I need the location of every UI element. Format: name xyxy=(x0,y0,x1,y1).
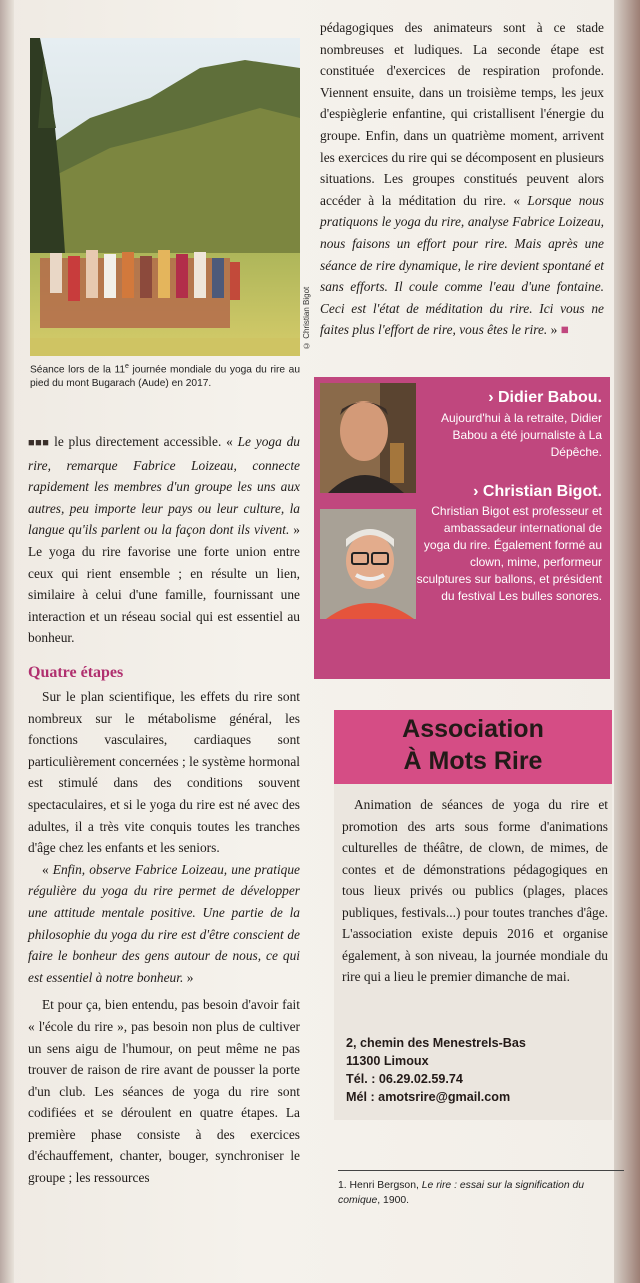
photo-credit: © Christian Bigot xyxy=(302,286,311,350)
association-title-box xyxy=(334,710,612,784)
left-column-article-top xyxy=(28,431,300,649)
footnote xyxy=(338,1178,620,1208)
didier-portrait xyxy=(320,383,416,493)
article-text: le plus directement accessible. « xyxy=(49,434,238,449)
association-title-line2: À Mots Rire xyxy=(403,747,543,775)
christian-portrait xyxy=(320,509,416,619)
didier-bio: Aujourd'hui à la retraite, Didier Babou a été journaliste à La Dépêche. xyxy=(440,411,602,459)
caption-text-rest: journée mondiale du yoga du rire au pied du mont Bugarach (Aude) en 2017. xyxy=(30,364,300,390)
quote-text: Enfin, observe Fabrice Loizeau, une pratique régulière du yoga du rire permet de développer une attitude mentale positive. Une partie de la philosophie du yoga du rire est d'être conscient de faire le bonheur des gens autour de nous, ce qui est essentiel à notre bonheur. xyxy=(28,861,300,985)
group-photo xyxy=(30,38,300,356)
christian-bio: Christian Bigot est professeur et ambassadeur international de yoga du rire. Également formé au clown, mime, performeur sculptures sur ballons, et président du festival Les bulles sonores. xyxy=(416,504,602,603)
right-column-article xyxy=(320,17,604,341)
association-description: Animation de séances de yoga du rire et promotion des arts sous forme d'animations culturelles de théâtre, de clown, de mimes, de contes et de démonstrations pédagogiques en tous lieux privés ou publics (plages, places publiques, festivals...) pour toutes tranches d'âge. L'association existe depuis 2016 et organise également, à son niveau, la journée mondiale du rire qui a lieu le premier dimanche de mai. xyxy=(342,797,608,984)
email: Mél : amotsrire@gmail.com xyxy=(346,1090,511,1104)
article-text-end: » Le yoga du rire favorise une forte union entre ceux qui rient ensemble ; en résulte un lien, similaire à celui d'une famille, fournissant une interaction et un réseau social qui est essentiel au bonheur. xyxy=(28,522,300,646)
quote-close: » xyxy=(183,969,194,985)
paragraph-quote xyxy=(28,859,300,989)
phone: Tél. : 06.29.02.59.74 xyxy=(346,1072,463,1086)
footnote-title: Le rire : essai sur la signification du comique xyxy=(338,1180,585,1206)
photo-caption xyxy=(30,360,300,391)
end-mark: ■ xyxy=(560,322,569,338)
page-edge-right xyxy=(614,0,640,1283)
caption-text: Séance lors de la 11 xyxy=(30,364,126,376)
quote-open: « xyxy=(42,861,53,877)
quote-text: Le yoga du rire, remarque Fabrice Loizeau, connecte rapidement les membres d'un groupe les uns aux autres, peu importe leur pays ou leur culture, la langue qu'ils parlent ou la façon dont ils vivent. xyxy=(28,434,301,538)
association-box xyxy=(334,710,612,1120)
address-street: 2, chemin des Menestrels-Bas xyxy=(346,1036,526,1050)
footnote-rule xyxy=(338,1170,624,1171)
article-text: pédagogiques des animateurs sont à ce stade nombreuses et ludiques. La seconde étape est constituée d'exercices de respiration profonde. Viennent ensuite, dans un troisième temps, les jeux d'espièglerie enfantine, qui cristallisent l'énergie du groupe. Enfin, dans un quatrième moment, arrivent les exercices du rire qui se décomposent en plusieurs situations. Les groupes constitués peuvent alors accéder à la méditation du rire. « xyxy=(320,20,604,208)
quote-close: » xyxy=(547,322,558,338)
address-city: 11300 Limoux xyxy=(346,1054,429,1068)
section-heading: Quatre étapes xyxy=(28,664,124,681)
caption-superscript: e xyxy=(125,363,129,370)
paragraph-etapes: Et pour ça, bien entendu, pas besoin d'avoir fait « l'école du rire », pas besoin non plus de cultiver un sens aigu de l'humour, on peut même ne pas trouver de raison de rire avant de pousser la porte d'un club. Les séances de yoga du rire sont codifiées et se déroulent en quatre étapes. La première phase consiste à des exercices d'échauffement, chanter, bouger, synchroniser le groupe ; les ressources xyxy=(28,997,300,1186)
footnote-year: , 1900. xyxy=(377,1195,410,1206)
christian-name: › Christian Bigot. xyxy=(473,483,602,500)
left-column-article-bottom xyxy=(28,686,300,1189)
continuation-bullets: ■■■ xyxy=(28,437,50,449)
association-title-line1: Association xyxy=(402,715,544,743)
quote-text: Lorsque nous pratiquons le yoga du rire, analyse Fabrice Loizeau, nous faisons un effort pour rire. Mais après une séance de rire dynamique, le rire devient spontané et sans efforts. Il coule comme l'eau d'une fontaine. Ceci est l'état de méditation du rire. Ici vous ne faites plus l'effort de rire, vous êtes le rire. xyxy=(320,192,604,338)
authors-bio-box xyxy=(314,377,610,679)
page-edge-left xyxy=(0,0,14,1283)
didier-name: › Didier Babou. xyxy=(488,389,602,406)
footnote-text: 1. Henri Bergson, xyxy=(338,1180,422,1191)
paragraph-science: Sur le plan scientifique, les effets du rire sont nombreux sur le métabolisme général, les fonctions vasculaires, cardiaques sont particulièrement concernées ; le système hormonal est stimulé dans des conditions souvent spectaculaires, et si le yoga du rire est né avec des adultes, il a très vite conquis toutes les tranches d'âge chez les enfants et les seniors. xyxy=(28,689,300,856)
